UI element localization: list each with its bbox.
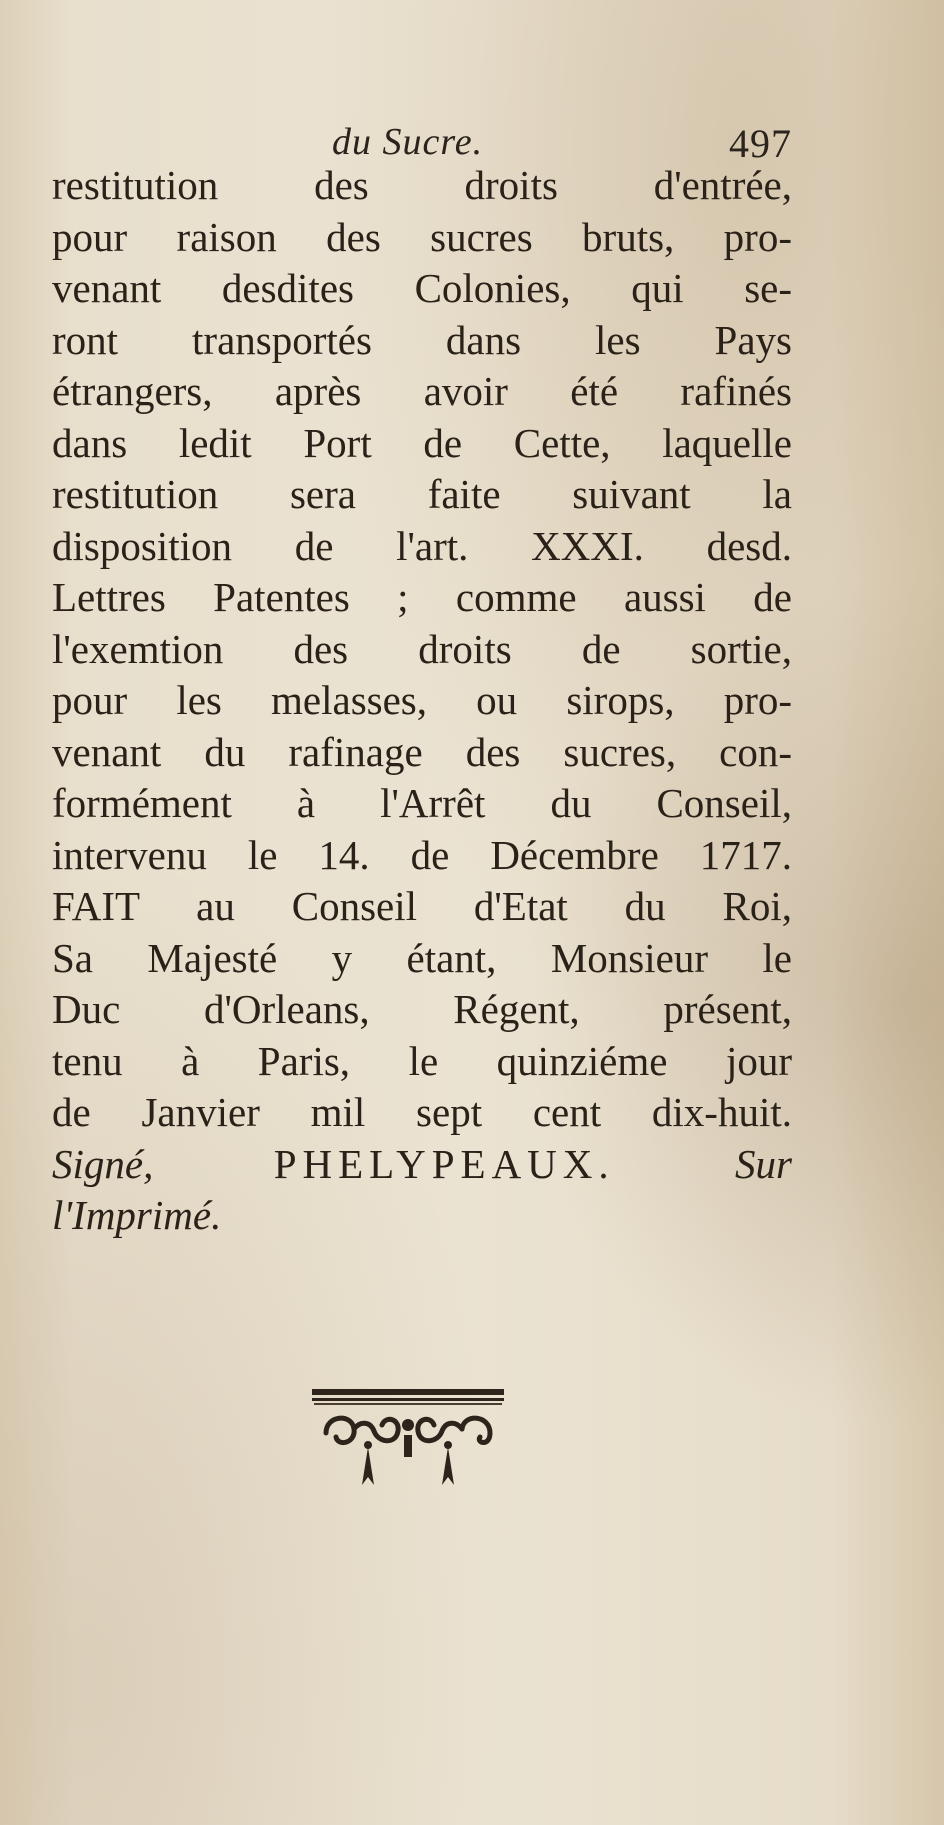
signature-tail: Sur: [735, 1140, 792, 1187]
text-line: intervenu le 14. de Décembre 1717.: [52, 831, 792, 878]
text-line: venant du rafinage des sucres, con-: [52, 728, 792, 775]
signature-name: PHELYPEAUX.: [273, 1140, 615, 1187]
text-line: venant desdites Colonies, qui se-: [52, 265, 792, 311]
running-title: du Sucre.: [332, 121, 484, 163]
text-line: restitution des droits d'entrée,: [52, 162, 792, 208]
body-text: [52, 160, 792, 1242]
imprint-line: l'Imprimé.: [52, 1192, 222, 1238]
text-line: pour les melasses, ou sirops, pro-: [52, 677, 792, 723]
text-line: tenu à Paris, le quinziéme jour: [52, 1037, 792, 1084]
text-line: Duc d'Orleans, Régent, présent,: [52, 986, 792, 1032]
text-line: FAIT au Conseil d'Etat du Roi,: [52, 883, 792, 929]
text-line: disposition de l'art. XXXI. desd.: [52, 522, 792, 569]
fleuron-ornament-icon: [308, 1385, 508, 1500]
text-line: ront transportés dans les Pays: [52, 316, 792, 363]
text-line: l'exemtion des droits de sortie,: [52, 625, 792, 672]
page-number: 497: [729, 121, 792, 166]
text-line: pour raison des sucres bruts, pro-: [52, 213, 792, 260]
text-line: dans ledit Port de Cette, laquelle: [52, 419, 792, 466]
text-line: Lettres Patentes ; comme aussi de: [52, 574, 792, 620]
text-line: étrangers, après avoir été rafinés: [52, 368, 792, 414]
text-line: formément à l'Arrêt du Conseil,: [52, 780, 792, 826]
text-line: de Janvier mil sept cent dix-huit.: [52, 1089, 792, 1135]
text-line: restitution sera faite suivant la: [52, 471, 792, 517]
signature-lead: Signé,: [52, 1140, 154, 1187]
signature-line: [52, 1139, 792, 1191]
text-line: Sa Majesté y étant, Monsieur le: [52, 934, 792, 981]
